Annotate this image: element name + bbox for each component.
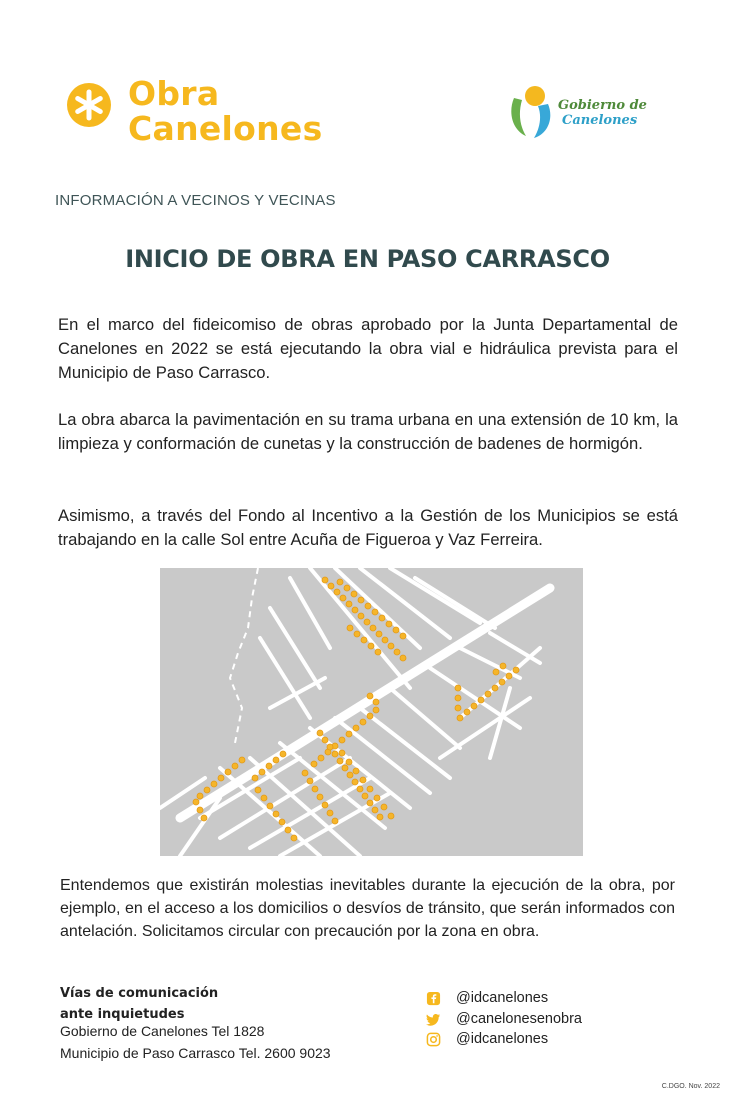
contact-municipio-phone: Municipio de Paso Carrasco Tel. 2600 9023 [60, 1045, 331, 1061]
gob-logo-line2: Canelones [562, 113, 638, 128]
page-title: INICIO DE OBRA EN PASO CARRASCO [125, 245, 610, 273]
works-map [160, 568, 583, 856]
contact-heading [60, 983, 218, 1025]
contact-gobierno-phone: Gobierno de Canelones Tel 1828 [60, 1023, 265, 1039]
paragraph-3: Asimismo, a través del Fondo al Incentivo a la Gestión de los Municipios se está trabajando en la calle Sol entre Acuña de Figueroa y Vaz Ferreira. [58, 506, 678, 549]
obra-logo-line2: Canelones [128, 109, 323, 148]
social-twitter[interactable] [426, 1009, 582, 1029]
social-facebook[interactable] [426, 988, 548, 1008]
gobierno-logo-text [558, 98, 647, 128]
facebook-handle[interactable]: @idcanelones [456, 990, 549, 1006]
paragraph-1: En el marco del fideicomiso de obras aprobado por la Junta Departamental de Canelones en 2022 se está ejecutando la obra vial e hidráulica prevista para el Municipio de Paso Carrasco. [58, 315, 678, 382]
contact-heading-line2: ante inquietudes [60, 1007, 185, 1022]
contact-heading-line1: Vías de comunicación [60, 986, 219, 1001]
gobierno-logo-icon [508, 84, 556, 140]
twitter-handle[interactable]: @canelonesenobra [456, 1011, 582, 1027]
street-map [160, 568, 583, 856]
footer-code: C.DGO. Nov. 2022 [661, 1083, 720, 1090]
twitter-icon [426, 1012, 441, 1027]
facebook-icon [426, 991, 441, 1006]
instagram-icon [426, 1032, 441, 1047]
obra-canelones-logo [66, 76, 366, 156]
paragraph-4: Entendemos que existirán molestias inevitables durante la ejecución de la obra, por ejemplo, en el acceso a los domicilios o desvíos de tránsito, que serán informados con antelación. Solicitamos circular con precaución por la zona en obra. [60, 877, 675, 940]
social-instagram[interactable] [426, 1029, 548, 1049]
paragraph-2: La obra abarca la pavimentación en su trama urbana en una extensión de 10 km, la limpieza y conformación de cunetas y la construcción de badenes de hormigón. [58, 410, 678, 453]
kicker: INFORMACIÓN A VECINOS Y VECINAS [55, 192, 336, 209]
instagram-handle[interactable]: @idcanelones [456, 1031, 549, 1047]
gobierno-canelones-logo [508, 84, 658, 144]
obra-logo-line1: Obra [128, 74, 220, 113]
gob-logo-line1: Gobierno de [558, 98, 647, 113]
obra-logo-text [128, 76, 323, 146]
asterisk-logo-icon [66, 82, 112, 128]
